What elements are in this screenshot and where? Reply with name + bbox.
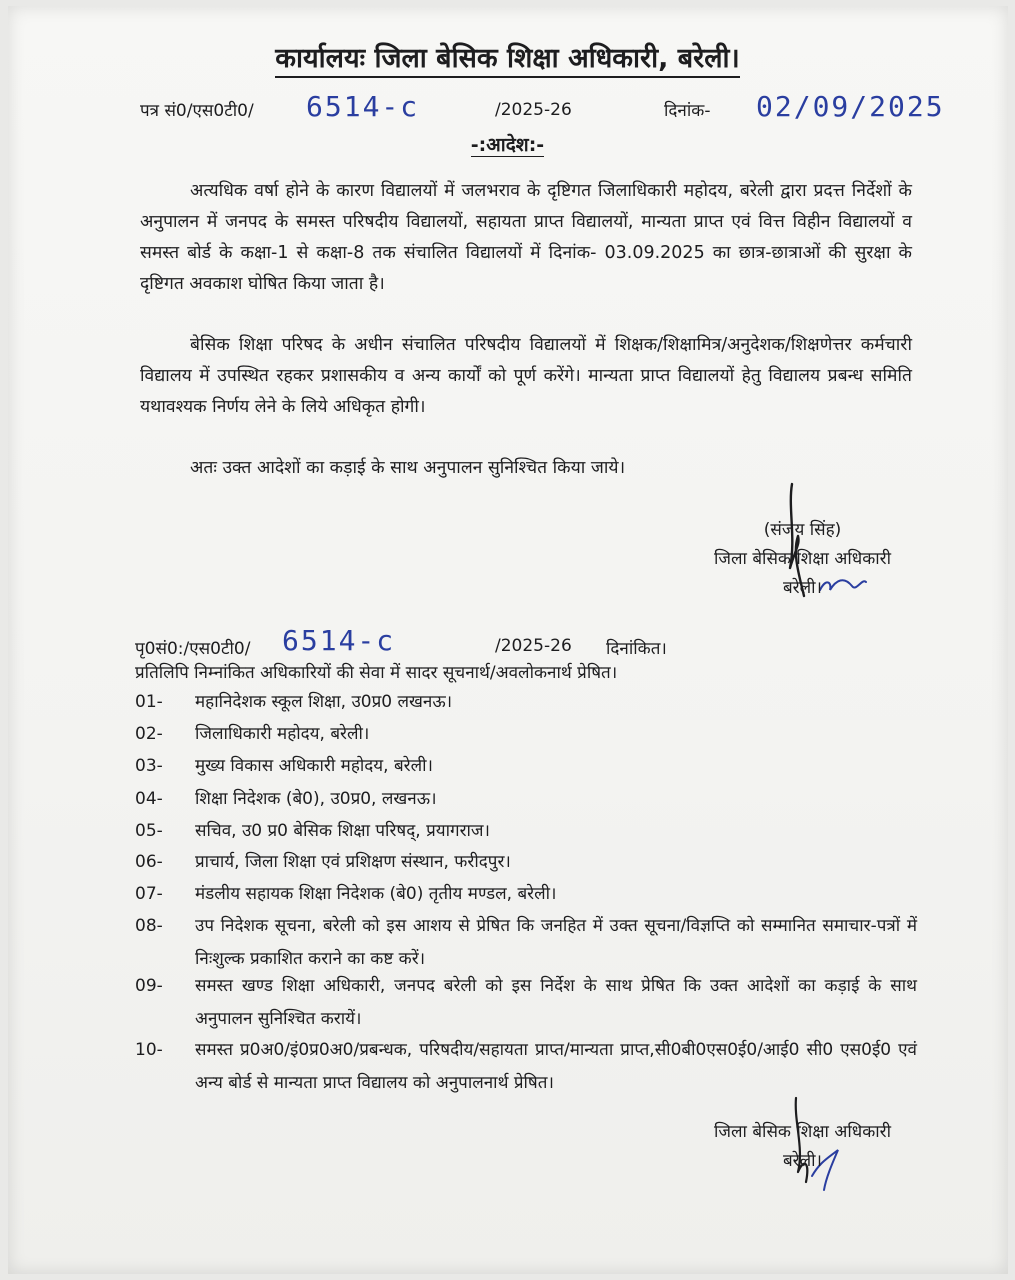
body-paragraph-1: अत्यधिक वर्षा होने के कारण विद्यालयों में जलभराव के दृष्टिगत जिलाधिकारी महोदय, बरेली द्वारा प्रदत्त निर्देशों के अनुपालन में जनपद के समस्त परिषदीय विद्यालयों, सहायता प्राप्त विद्यालयों, मान्यता प्राप्त एवं वित्त विहीन विद्यालयों व समस्त बोर्ड के कक्षा-1 से कक्षा-8 तक संचालित विद्यालयों में दिनांक- 03.09.2025 का छात्र-छात्राओं की सुरक्षा के दृष्टिगत अवकाश घोषित किया जाता है। [140,181,912,294]
office-heading: कार्यालयः जिला बेसिक शिक्षा अधिकारी, बरेली। [0,38,1015,75]
copy-session: /2025-26 [495,636,572,656]
handwritten-letter-date: 02/09/2025 [756,90,945,123]
letter-ref-prefix: पत्र सं0/एस0टी0/ [140,101,254,121]
order-heading: -:आदेश:- [470,134,545,156]
handwritten-copy-number: 6514-c [282,624,396,657]
body-paragraph-3: अतः उक्त आदेशों का कड़ाई के साथ अनुपालन सुनिश्चित किया जाये। [190,458,626,478]
signatory-designation: जिला बेसिक शिक्षा अधिकारी [713,549,892,569]
copy-date-label: दिनांकित। [606,639,667,659]
signatory-place: बरेली। [782,1151,823,1171]
signatory-block-2 [700,1118,905,1176]
body-paragraph-2: बेसिक शिक्षा परिषद के अधीन संचालित परिषदीय विद्यालयों में शिक्षक/शिक्षामित्र/अनुदेशक/शिक्षणेत्तर कर्मचारी विद्यालय में उपस्थित रहकर प्रशासकीय व अन्य कार्यों को पूर्ण करेंगे। मान्यता प्राप्त विद्यालयों हेतु विद्यालय प्रबन्ध समिति यथावश्यक निर्णय लेने के लिये अधिकृत होगी। [140,335,912,417]
signatory-block-1 [705,516,900,603]
signatory-place: बरेली। [782,578,823,598]
copy-intro: प्रतिलिपि निम्नांकित अधिकारियों की सेवा में सादर सूचनार्थ/अवलोकनार्थ प्रेषित। [135,663,618,683]
copy-ref-prefix: पृ0सं0:/एस0टी0/ [135,639,251,659]
signatory-name: (संजय सिंह) [763,520,842,540]
letter-date-label: दिनांक- [664,101,711,121]
letter-session: /2025-26 [495,100,572,120]
handwritten-letter-number: 6514-c [306,90,420,123]
signatory-designation: जिला बेसिक शिक्षा अधिकारी [713,1122,892,1142]
